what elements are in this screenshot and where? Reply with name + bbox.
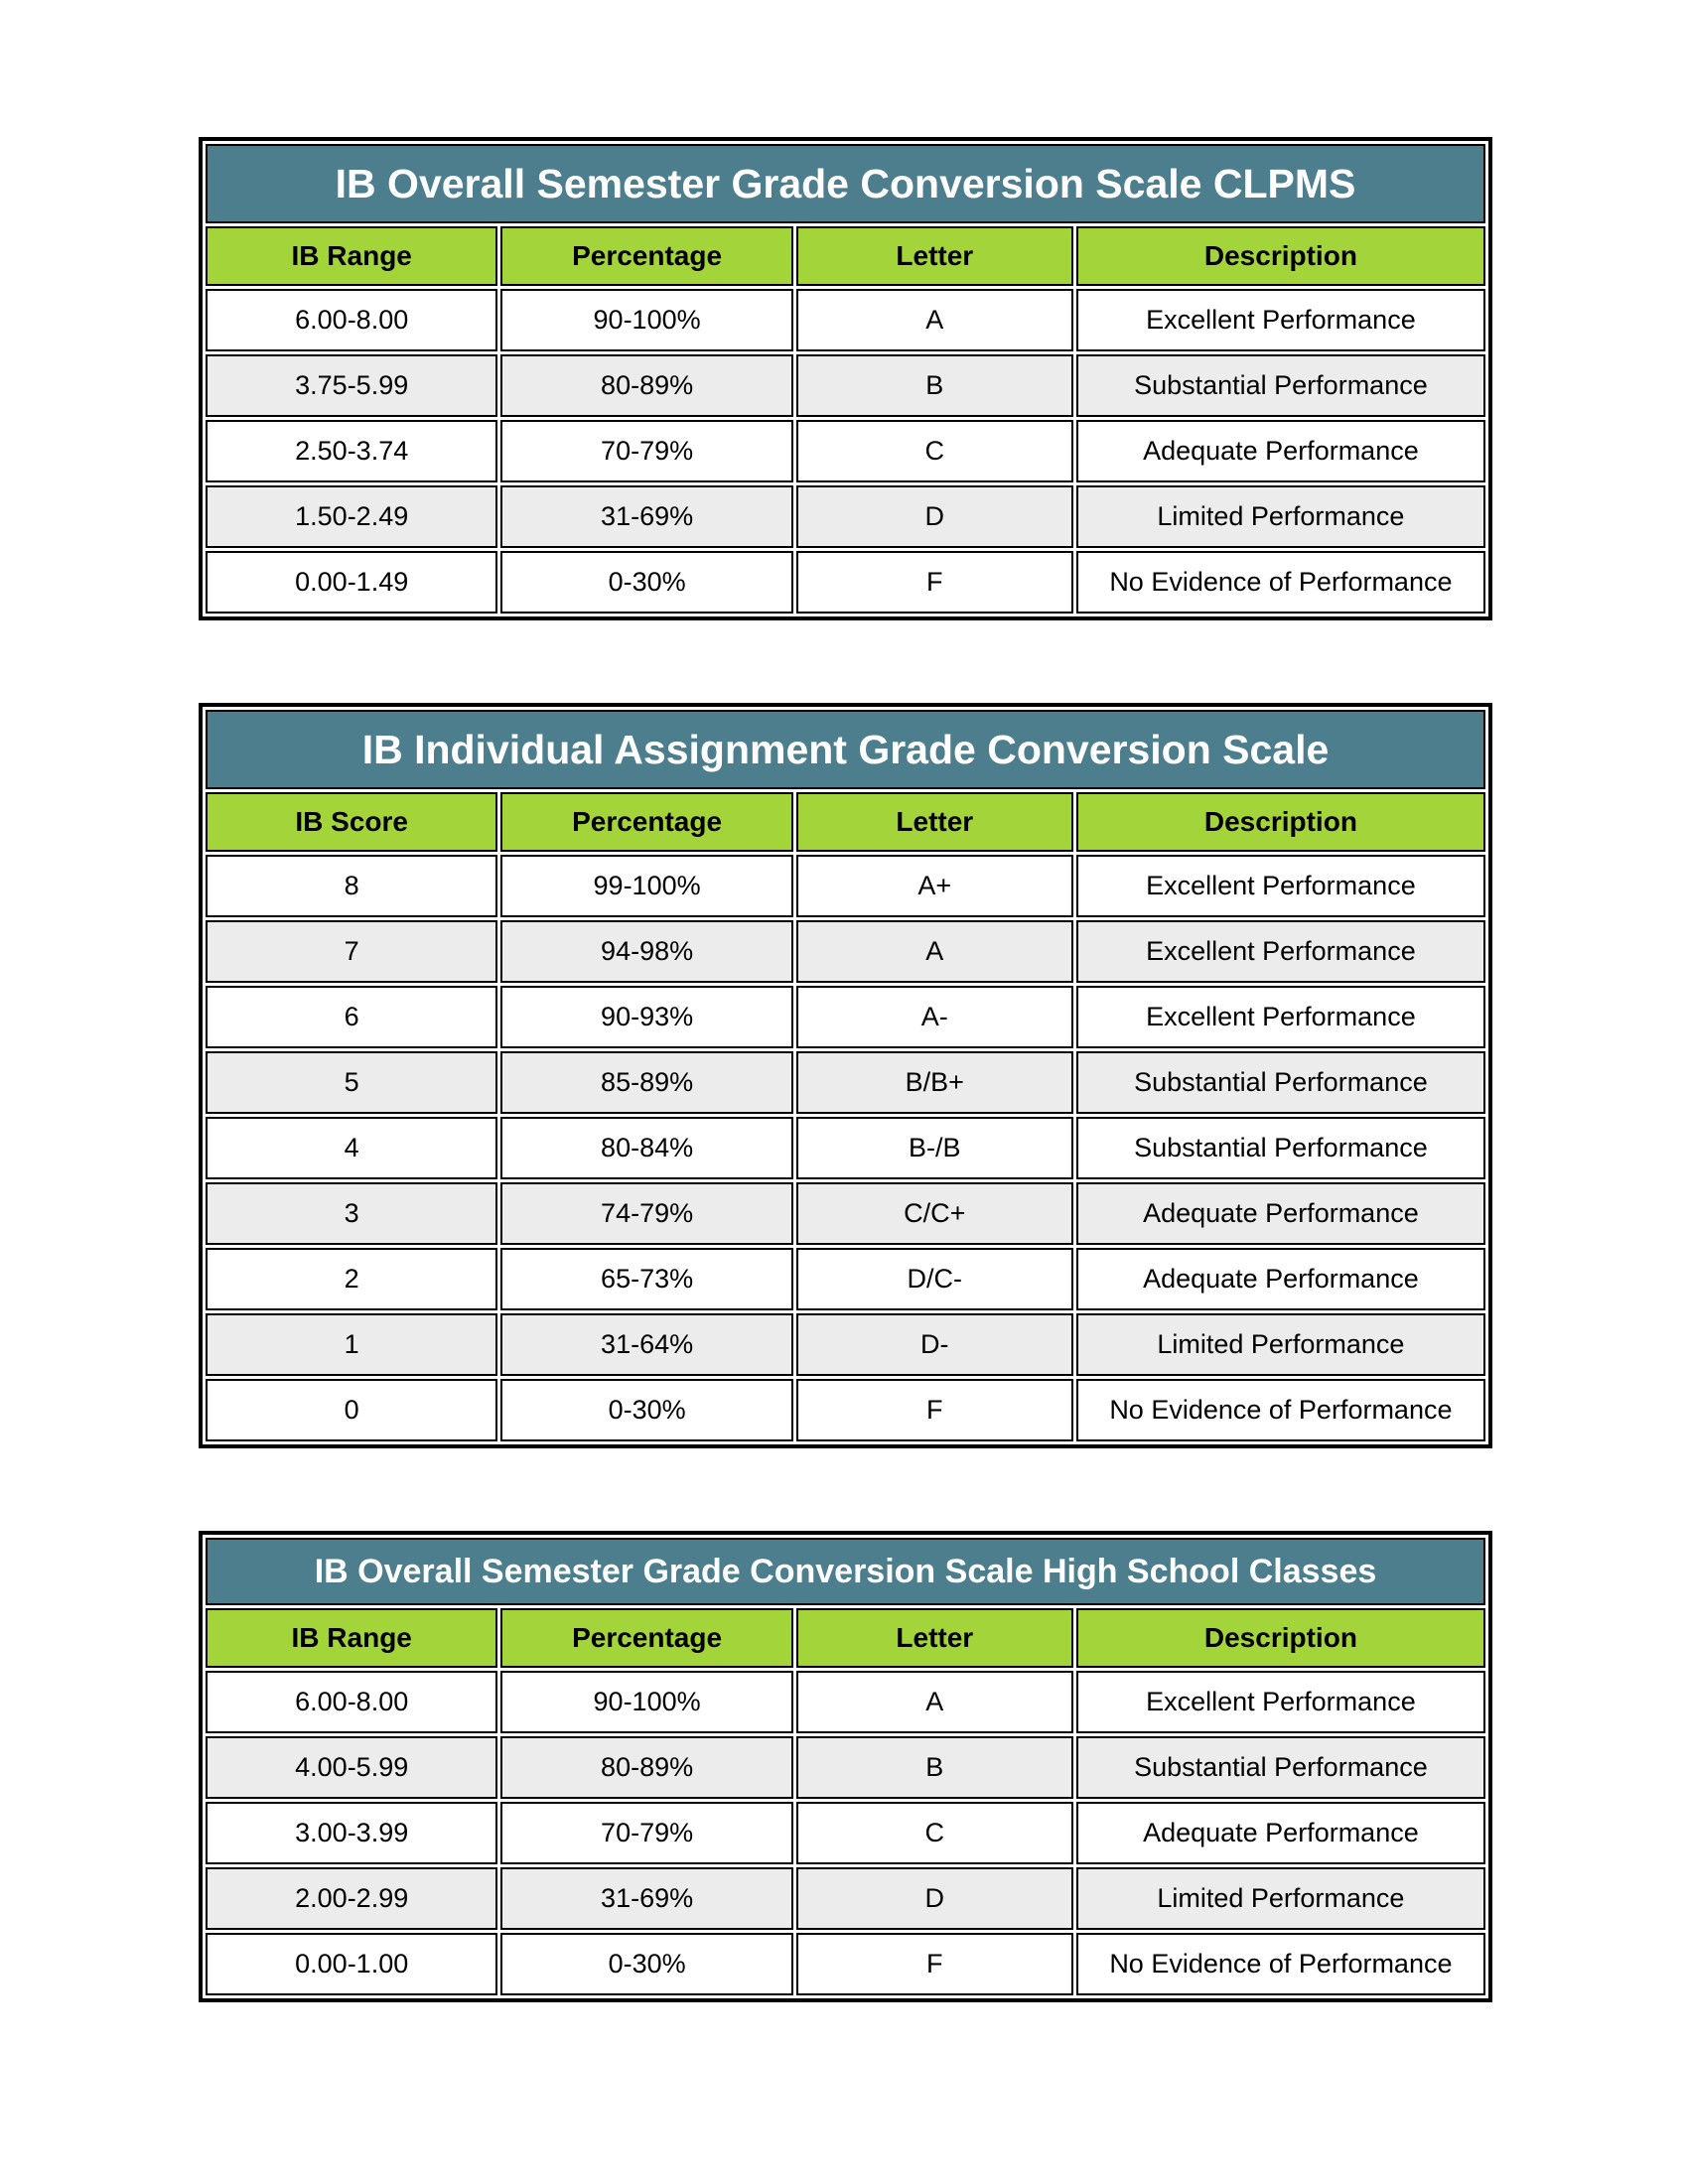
table-row: [206, 551, 1485, 614]
table-cell: 90-100%: [500, 1671, 792, 1733]
table-cell: 99-100%: [500, 855, 792, 917]
table-cell: 2.00-2.99: [206, 1867, 497, 1930]
table-cell: Excellent Performance: [1076, 920, 1485, 983]
table-cell: 7: [206, 920, 497, 983]
table-row: [206, 986, 1485, 1048]
table-cell: 0-30%: [500, 1379, 792, 1441]
table-cell: 80-89%: [500, 354, 792, 417]
table-cell: 90-93%: [500, 986, 792, 1048]
column-header-description: Description: [1076, 226, 1485, 286]
table-individual-assignment-scale: [199, 703, 1492, 1448]
table-cell: C: [796, 420, 1073, 482]
table-row: [206, 1117, 1485, 1179]
table-body: [206, 289, 1485, 614]
table-cell: 80-84%: [500, 1117, 792, 1179]
column-header-percentage: Percentage: [500, 1608, 792, 1668]
column-header-description: Description: [1076, 1608, 1485, 1668]
table-cell: 3.00-3.99: [206, 1802, 497, 1864]
table-cell: Excellent Performance: [1076, 1671, 1485, 1733]
table-row: [206, 1313, 1485, 1376]
table-row: [206, 1867, 1485, 1930]
table-cell: 65-73%: [500, 1248, 792, 1310]
table-cell: B: [796, 354, 1073, 417]
table-title-row: [206, 1538, 1485, 1605]
table-cell: D-: [796, 1313, 1073, 1376]
table-body: [206, 1671, 1485, 1995]
column-header-ib-range: IB Range: [206, 226, 497, 286]
table-cell: 2.50-3.74: [206, 420, 497, 482]
table-cell: A+: [796, 855, 1073, 917]
table-row: [206, 354, 1485, 417]
table-row: [206, 1802, 1485, 1864]
table-cell: F: [796, 551, 1073, 614]
column-header-ib-score: IB Score: [206, 792, 497, 852]
table-cell: 6: [206, 986, 497, 1048]
table-cell: 31-69%: [500, 1867, 792, 1930]
table-cell: Substantial Performance: [1076, 1051, 1485, 1114]
table-cell: 3.75-5.99: [206, 354, 497, 417]
table-row: [206, 1379, 1485, 1441]
table-cell: F: [796, 1933, 1073, 1995]
table-cell: Excellent Performance: [1076, 986, 1485, 1048]
table-cell: No Evidence of Performance: [1076, 1933, 1485, 1995]
table-row: [206, 1671, 1485, 1733]
table-cell: 5: [206, 1051, 497, 1114]
table-title: IB Individual Assignment Grade Conversion Scale: [206, 710, 1485, 789]
table-cell: Limited Performance: [1076, 1313, 1485, 1376]
table-cell: 6.00-8.00: [206, 289, 497, 351]
table-cell: A-: [796, 986, 1073, 1048]
table-title-row: [206, 710, 1485, 789]
table-cell: 1.50-2.49: [206, 485, 497, 548]
table-cell: D: [796, 485, 1073, 548]
table-row: [206, 1182, 1485, 1245]
table-cell: Adequate Performance: [1076, 1182, 1485, 1245]
table-cell: 31-69%: [500, 485, 792, 548]
table-cell: Limited Performance: [1076, 1867, 1485, 1930]
table-cell: D: [796, 1867, 1073, 1930]
table-cell: A: [796, 1671, 1073, 1733]
table-cell: B: [796, 1736, 1073, 1799]
table-cell: Adequate Performance: [1076, 1248, 1485, 1310]
table-body: [206, 855, 1485, 1441]
table-high-school-semester-scale: [199, 1531, 1492, 2002]
table-cell: C: [796, 1802, 1073, 1864]
table-cell: Substantial Performance: [1076, 1117, 1485, 1179]
table-cell: A: [796, 289, 1073, 351]
column-header-row: [206, 1608, 1485, 1668]
table-cell: Adequate Performance: [1076, 1802, 1485, 1864]
table-cell: Excellent Performance: [1076, 289, 1485, 351]
table-cell: 94-98%: [500, 920, 792, 983]
table-cell: A: [796, 920, 1073, 983]
table-cell: 31-64%: [500, 1313, 792, 1376]
table-cell: 70-79%: [500, 420, 792, 482]
table-cell: 2: [206, 1248, 497, 1310]
table-cell: 8: [206, 855, 497, 917]
table-cell: 90-100%: [500, 289, 792, 351]
table-cell: B-/B: [796, 1117, 1073, 1179]
table-cell: F: [796, 1379, 1073, 1441]
column-header-row: [206, 792, 1485, 852]
column-header-percentage: Percentage: [500, 792, 792, 852]
table-cell: No Evidence of Performance: [1076, 1379, 1485, 1441]
table-cell: Substantial Performance: [1076, 354, 1485, 417]
column-header-description: Description: [1076, 792, 1485, 852]
table-cell: 1: [206, 1313, 497, 1376]
column-header-letter: Letter: [796, 1608, 1073, 1668]
table-title: IB Overall Semester Grade Conversion Scale High School Classes: [206, 1538, 1485, 1605]
table-cell: Limited Performance: [1076, 485, 1485, 548]
column-header-row: [206, 226, 1485, 286]
table-title: IB Overall Semester Grade Conversion Scale CLPMS: [206, 144, 1485, 223]
table-cell: 4.00-5.99: [206, 1736, 497, 1799]
table-row: [206, 920, 1485, 983]
table-cell: D/C-: [796, 1248, 1073, 1310]
table-row: [206, 1248, 1485, 1310]
table-row: [206, 1051, 1485, 1114]
table-cell: 6.00-8.00: [206, 1671, 497, 1733]
table-cell: 80-89%: [500, 1736, 792, 1799]
table-row: [206, 855, 1485, 917]
table-cell: 70-79%: [500, 1802, 792, 1864]
table-row: [206, 420, 1485, 482]
table-cell: C/C+: [796, 1182, 1073, 1245]
table-row: [206, 289, 1485, 351]
table-cell: 0.00-1.49: [206, 551, 497, 614]
table-cell: 0.00-1.00: [206, 1933, 497, 1995]
table-cell: Adequate Performance: [1076, 420, 1485, 482]
table-row: [206, 1933, 1485, 1995]
table-cell: Substantial Performance: [1076, 1736, 1485, 1799]
table-cell: B/B+: [796, 1051, 1073, 1114]
table-row: [206, 1736, 1485, 1799]
table-cell: 74-79%: [500, 1182, 792, 1245]
table-cell: No Evidence of Performance: [1076, 551, 1485, 614]
table-cell: 85-89%: [500, 1051, 792, 1114]
table-cell: 4: [206, 1117, 497, 1179]
table-cell: 0-30%: [500, 1933, 792, 1995]
column-header-letter: Letter: [796, 226, 1073, 286]
table-title-row: [206, 144, 1485, 223]
table-cell: 3: [206, 1182, 497, 1245]
column-header-percentage: Percentage: [500, 226, 792, 286]
table-cell: 0: [206, 1379, 497, 1441]
table-clpms-semester-scale: [199, 137, 1492, 620]
column-header-letter: Letter: [796, 792, 1073, 852]
column-header-ib-range: IB Range: [206, 1608, 497, 1668]
table-row: [206, 485, 1485, 548]
table-cell: Excellent Performance: [1076, 855, 1485, 917]
table-cell: 0-30%: [500, 551, 792, 614]
